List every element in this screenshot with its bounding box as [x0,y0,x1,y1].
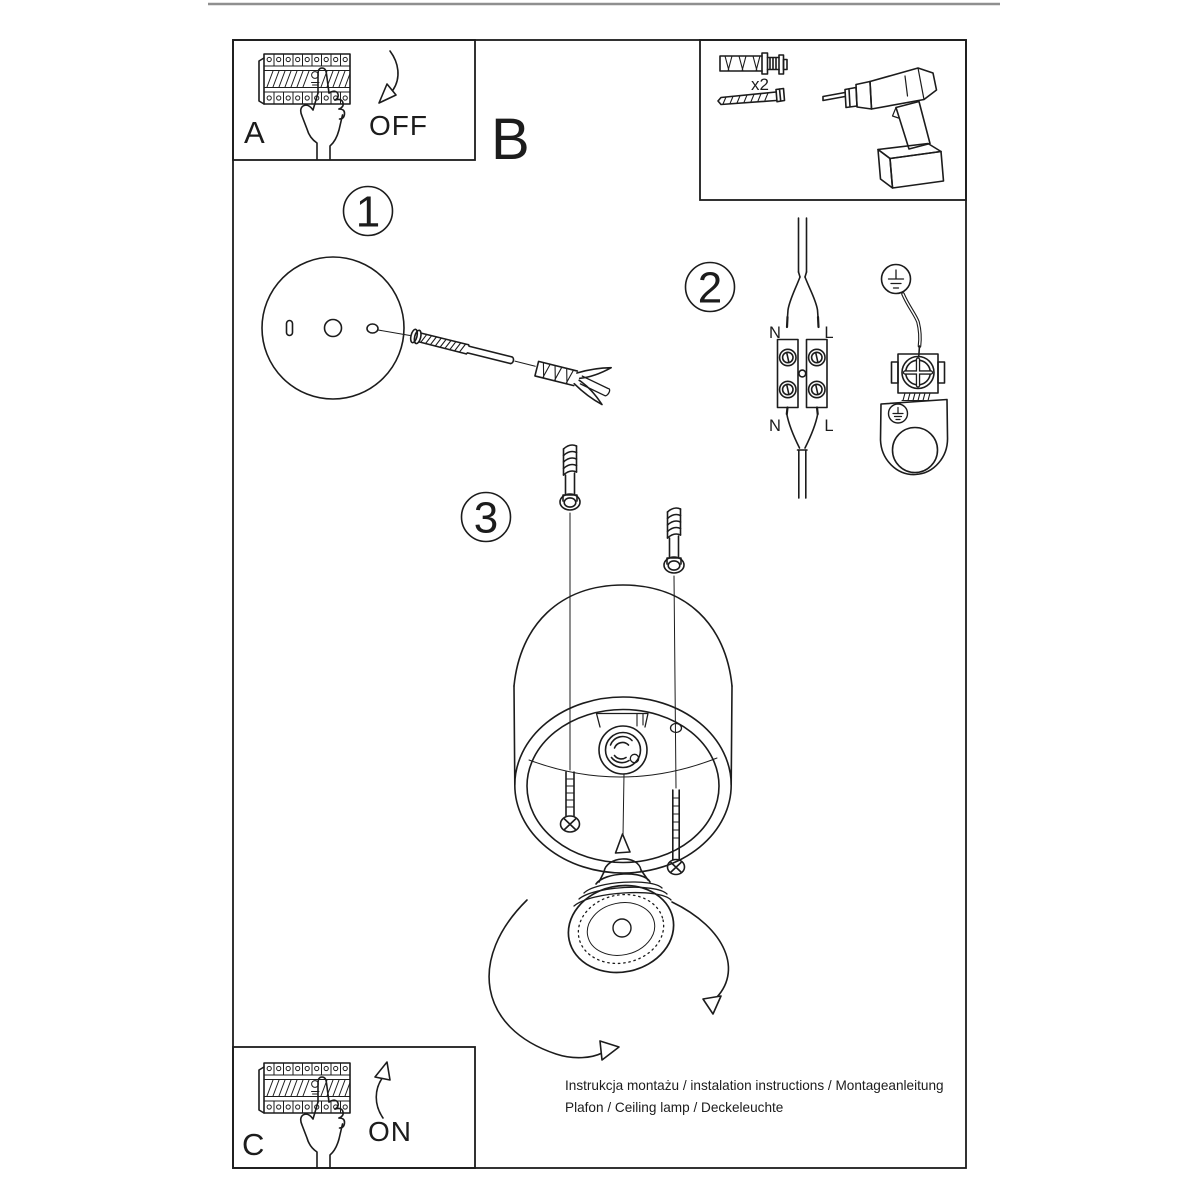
footer [565,1078,944,1115]
panel-c [242,1062,412,1168]
supply-cable-top [787,218,819,327]
label-c: C [242,1127,265,1162]
bulb-axis-line [623,774,624,836]
label-on: ON [368,1116,412,1147]
screw-left [560,445,580,510]
mounting-bracket-icon [881,400,948,475]
rotate-arrow-icon [489,900,728,1060]
step1 [262,187,615,406]
footer-line1: Instrukcja montażu / instalation instructions / Montageanleitung [565,1078,944,1093]
panel-a [244,51,428,159]
earth-terminal-icon [892,354,945,401]
earth-wire [903,294,920,356]
lamp-cable-bottom [787,408,818,499]
wall-plug-icon [720,53,787,74]
label-off: OFF [369,110,428,141]
terminal-block-icon [778,340,828,408]
wall-plug-icon [532,350,615,405]
label-a: A [244,115,265,150]
breaker-hand-on [259,1063,350,1168]
step1-number: 1 [355,187,381,237]
tools [718,53,944,188]
anchor-count-label: x2 [751,75,769,94]
panel-c-box [233,1047,475,1168]
label-n-bottom: N [769,417,781,435]
step2-number: 2 [697,263,723,313]
earth-symbol-icon [882,265,911,294]
step2 [686,218,948,498]
ceiling-canopy-icon [262,257,404,399]
bulb-socket-icon [597,714,682,775]
footer-line2: Plafon / Ceiling lamp / Deckeleuchte [565,1100,784,1115]
inner-screw-left [561,772,580,832]
assembly-line-right [674,576,676,788]
assembly-line [378,330,410,336]
label-l-bottom: L [824,417,834,435]
tools-box [700,40,966,200]
step3-number: 3 [473,493,499,543]
screw-icon [409,329,515,368]
insert-arrow-icon [616,834,631,853]
screw-right [664,508,684,573]
label-l-top: L [824,324,834,342]
off-arrow-icon [379,51,398,103]
on-arrow-icon [375,1062,390,1118]
label-b: B [491,107,530,172]
drill-icon [823,68,944,188]
screw-anchor-assembly [406,319,615,406]
bulb-icon [560,859,682,982]
breaker-hand-off [259,54,350,159]
label-n-top: N [769,324,781,342]
step3 [462,445,733,1060]
